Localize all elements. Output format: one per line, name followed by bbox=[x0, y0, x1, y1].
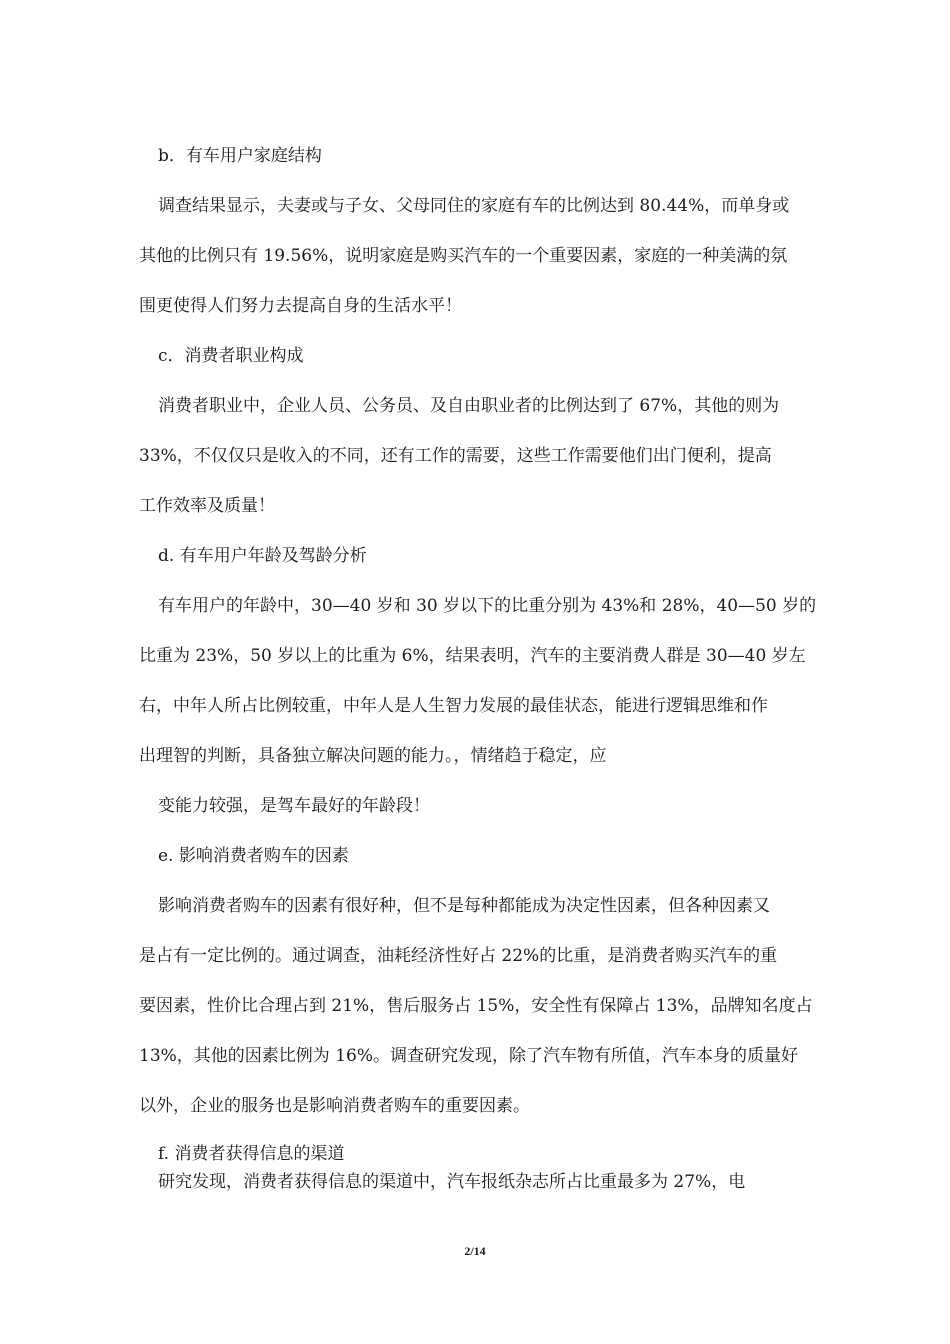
paragraph-line: 是占有一定比例的。通过调查，油耗经济性好占 22%的比重，是消费者购买汽车的重 bbox=[139, 946, 778, 966]
paragraph-line: 出理智的判断，具备独立解决问题的能力。，情绪趋于稳定，应 bbox=[139, 746, 607, 766]
paragraph-line: 有车用户的年龄中，30—40 岁和 30 岁以下的比重分别为 43%和 28%，40—50 岁的 bbox=[158, 596, 817, 616]
paragraph-line: 影响消费者购车的因素有很好种，但不是每种都能成为决定性因素，但各种因素又 bbox=[158, 896, 770, 916]
paragraph-line: 工作效率及质量！ bbox=[139, 496, 275, 516]
paragraph-line: 消费者职业中，企业人员、公务员、及自由职业者的比例达到了 67%，其他的则为 bbox=[158, 396, 780, 416]
paragraph-line: 研究发现，消费者获得信息的渠道中，汽车报纸杂志所占比重最多为 27%，电 bbox=[158, 1172, 746, 1192]
paragraph-line: 13%，其他的因素比例为 16%。调查研究发现，除了汽车物有所值，汽车本身的质量好 bbox=[139, 1046, 798, 1066]
section-heading-b: b．有车用户家庭结构 bbox=[158, 146, 322, 166]
paragraph-line: 33%，不仅仅只是收入的不同，还有工作的需要，这些工作需要他们出门便利，提高 bbox=[139, 446, 772, 466]
paragraph-line: 围更使得人们努力去提高自身的生活水平！ bbox=[139, 296, 462, 316]
paragraph-line: 右，中年人所占比例较重，中年人是人生智力发展的最佳状态，能进行逻辑思维和作 bbox=[139, 696, 768, 716]
paragraph-line: 要因素，性价比合理占到 21%，售后服务占 15%，安全性有保障占 13%，品牌知名度占 bbox=[139, 996, 813, 1016]
paragraph-line: 调查结果显示，夫妻或与子女、父母同住的家庭有车的比例达到 80.44%，而单身或 bbox=[158, 196, 790, 216]
section-heading-c: c．消费者职业构成 bbox=[158, 346, 304, 366]
paragraph-line: 比重为 23%，50 岁以上的比重为 6%，结果表明，汽车的主要消费人群是 30—40 岁左 bbox=[139, 646, 806, 666]
section-heading-e: e. 影响消费者购车的因素 bbox=[158, 846, 349, 866]
page-number: 2/14 bbox=[464, 1244, 486, 1258]
section-heading-d: d. 有车用户年龄及驾龄分析 bbox=[158, 546, 367, 566]
paragraph-line: 变能力较强，是驾车最好的年龄段！ bbox=[158, 796, 430, 816]
paragraph-line: 其他的比例只有 19.56%，说明家庭是购买汽车的一个重要因素，家庭的一种美满的氛 bbox=[139, 246, 788, 266]
paragraph-line: 以外，企业的服务也是影响消费者购车的重要因素。 bbox=[139, 1096, 530, 1116]
section-heading-f: f. 消费者获得信息的渠道 bbox=[158, 1144, 345, 1164]
